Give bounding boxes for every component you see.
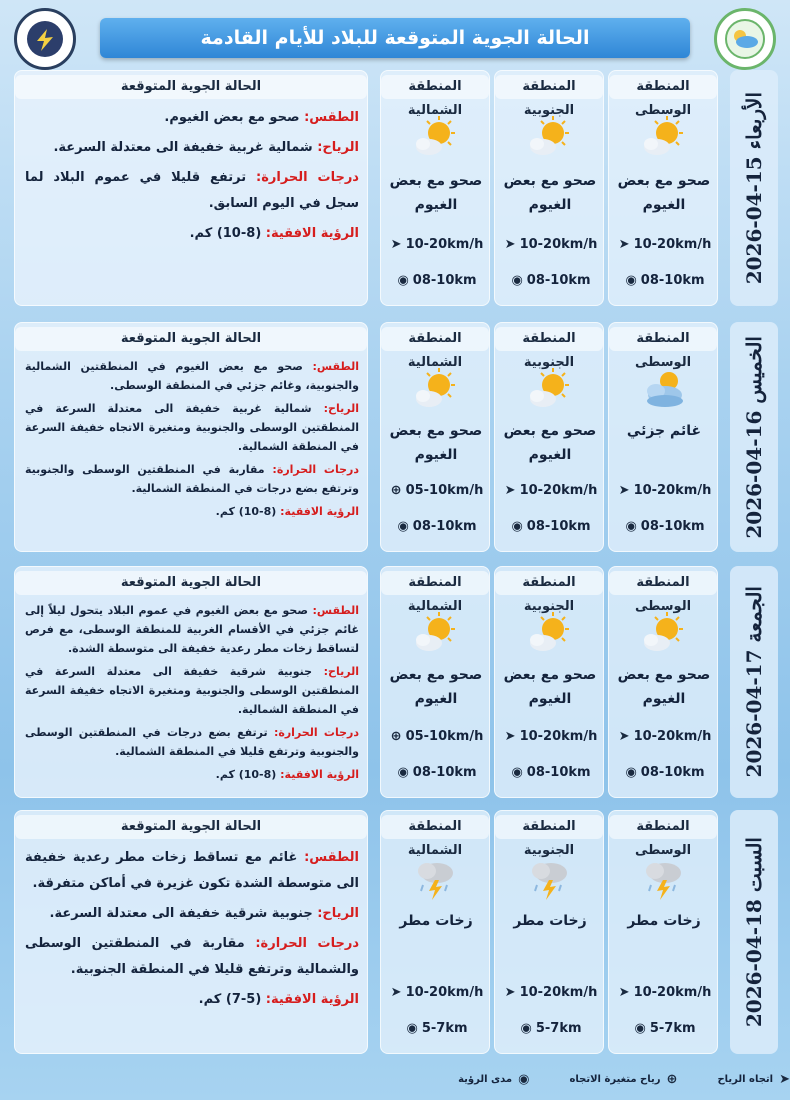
region-name: المنطقة الوسطى (609, 571, 717, 595)
eye-icon: ◉ (625, 272, 637, 288)
visibility-text: (5-7) كم. (198, 992, 262, 1007)
weather-text: غائم مع تساقط زخات مطر رعدية خفيفة الى متوسطة الشدة تكون غزيرة في أماكن متفرقة. (25, 850, 359, 891)
region-card-central (608, 322, 718, 552)
weather-text: صحو مع بعض الغيوم في عموم البلاد يتحول ليلاً إلى غائم جزئي في الأقسام الغربية للمنطقة الوسطى، مع فرص لتساقط زخات مطر رعدية خفيفة الى متوسطة الشدة. (25, 604, 359, 655)
visibility-label: الرؤية الافقية: (280, 768, 359, 781)
winds-text: شمالية غربية خفيفة الى معتدلة السرعة في المنطقتين الوسطى والجنوبية ومتغيرة الاتجاه خفيفة السرعة في المنطقة الشمالية. (25, 402, 359, 453)
visibility (385, 515, 489, 537)
sun-cloud-icon (411, 609, 461, 659)
region-name: المنطقة الجنوبية (495, 75, 603, 99)
page-title: الحالة الجوية المتوقعة للبلاد للأيام القادمة (200, 27, 590, 49)
wind-direction-icon: ➤ (504, 236, 516, 252)
region-card-southern (494, 810, 604, 1054)
region-name: المنطقة الوسطى (609, 75, 717, 99)
wind-value: 10-20km/h (633, 236, 712, 252)
winds-line (25, 901, 359, 927)
sun-cloud-icon (411, 113, 461, 163)
condition-text: زخات مطر (627, 913, 701, 929)
wind-value: 10-20km/h (519, 728, 598, 744)
region-card-southern (494, 70, 604, 306)
temps-line (25, 931, 359, 983)
condition-text: صحو مع بعض الغيوم (503, 667, 597, 707)
visibility (613, 269, 717, 291)
wind-speed (613, 479, 717, 501)
thunderstorm-icon (639, 853, 689, 903)
day-block (0, 566, 790, 798)
visibility-value: 08-10km (412, 518, 477, 534)
sun-cloud-icon (525, 365, 575, 415)
variable-wind-icon: ⊕ (390, 482, 402, 498)
partly-cloudy-icon (639, 365, 689, 415)
region-card-northern (380, 70, 490, 306)
wind-direction-icon: ➤ (504, 728, 516, 744)
wind-value: 10-20km/h (633, 728, 712, 744)
temps-line (25, 460, 359, 498)
temps-text: ترتفع بضع درجات في المنطقتين الوسطى والجنوبية وترتفع قليلا في المنطقة الشمالية. (25, 726, 359, 758)
wind-direction-icon: ➤ (779, 1071, 790, 1087)
eye-icon: ◉ (511, 518, 523, 534)
thunderstorm-icon (411, 853, 461, 903)
condition-text: صحو مع بعض الغيوم (617, 667, 711, 707)
wind-direction-icon: ➤ (390, 236, 402, 252)
condition-text: صحو مع بعض الغيوم (503, 423, 597, 463)
legend-visibility-label: مدى الرؤية (458, 1073, 513, 1085)
visibility-label: الرؤية الافقية: (265, 226, 359, 241)
description-heading: الحالة الجوية المتوقعة (15, 571, 367, 595)
visibility-line (25, 221, 359, 247)
weather-line (25, 845, 359, 897)
day-date: السبت 18-04-2026 (742, 836, 766, 1028)
region-name: المنطقة الشمالية (381, 815, 489, 839)
day-date: الخميس 16-04-2026 (742, 335, 766, 539)
date-strip (730, 810, 778, 1054)
weather-label: الطقس: (304, 850, 359, 865)
variable-wind-icon: ⊕ (666, 1071, 678, 1087)
visibility (613, 761, 717, 783)
day-date: الجمعة 17-04-2026 (742, 586, 766, 778)
weather-line (25, 601, 359, 658)
legend-wind-dir-label: اتجاه الرياح (717, 1073, 774, 1085)
region-name: المنطقة الجنوبية (495, 327, 603, 351)
temps-label: درجات الحرارة: (256, 170, 359, 185)
visibility-line (25, 765, 359, 784)
description-body (25, 845, 359, 1017)
region-card-northern (380, 566, 490, 798)
sun-cloud-icon (525, 113, 575, 163)
description-heading: الحالة الجوية المتوقعة (15, 327, 367, 351)
description-body (25, 105, 359, 251)
eye-icon: ◉ (625, 518, 637, 534)
wind-value: 10-20km/h (405, 984, 484, 1000)
eye-icon: ◉ (511, 764, 523, 780)
legend-variable (569, 1072, 677, 1087)
visibility (613, 1017, 717, 1039)
forecast-description (14, 70, 368, 306)
temps-text: ترتفع قليلا في عموم البلاد لما سجل في اليوم السابق. (25, 170, 359, 211)
region-name: المنطقة الوسطى (609, 815, 717, 839)
wind-speed (499, 233, 603, 255)
winds-line (25, 662, 359, 719)
wind-speed (613, 981, 717, 1003)
legend-wind-dir (717, 1072, 790, 1087)
description-body (25, 601, 359, 788)
wind-speed (499, 981, 603, 1003)
temps-text: مقاربة في المنطقتين الوسطى والجنوبية وترتفع بضع درجات في المنطقة الشمالية. (25, 463, 359, 495)
visibility-value: 08-10km (526, 764, 591, 780)
wind-speed (385, 725, 489, 747)
wind-direction-icon: ➤ (504, 482, 516, 498)
legend (0, 1064, 790, 1094)
legend-variable-label: رياح متغيرة الاتجاه (569, 1073, 661, 1085)
region-name: المنطقة الشمالية (381, 571, 489, 595)
region-card-northern (380, 810, 490, 1054)
sun-cloud-icon (639, 113, 689, 163)
visibility-text: (8-10) كم. (189, 226, 262, 241)
temps-line (25, 723, 359, 761)
title-bar (100, 18, 690, 58)
eye-icon: ◉ (406, 1020, 418, 1036)
winds-line (25, 399, 359, 456)
forecast-description (14, 566, 368, 798)
weather-label: الطقس: (304, 110, 359, 125)
day-block (0, 322, 790, 552)
visibility-label: الرؤية الافقية: (265, 992, 359, 1007)
condition-text: صحو مع بعض الغيوم (617, 173, 711, 213)
sun-cloud-icon (639, 609, 689, 659)
wind-direction-icon: ➤ (390, 984, 402, 1000)
condition-text: صحو مع بعض الغيوم (389, 667, 483, 707)
condition-text: زخات مطر (513, 913, 587, 929)
winds-text: جنوبية شرقية خفيفة الى معتدلة السرعة. (49, 906, 313, 921)
visibility-line (25, 987, 359, 1013)
visibility (385, 269, 489, 291)
winds-label: الرياح: (317, 906, 359, 921)
visibility-value: 08-10km (640, 272, 705, 288)
eye-icon: ◉ (397, 764, 409, 780)
visibility-value: 08-10km (526, 272, 591, 288)
weather-label: الطقس: (312, 604, 359, 617)
condition-text: صحو مع بعض الغيوم (503, 173, 597, 213)
region-card-southern (494, 322, 604, 552)
legend-visibility (458, 1072, 529, 1087)
temps-text: مقاربة في المنطقتين الوسطى والشمالية وترتفع قليلا في المنطقة الجنوبية. (25, 936, 359, 977)
weather-text: صحو مع بعض الغيوم. (164, 110, 300, 125)
day-date: الأربعاء 15-04-2026 (742, 91, 766, 285)
visibility-line (25, 502, 359, 521)
weather-label: الطقس: (312, 360, 359, 373)
visibility-value: 08-10km (412, 272, 477, 288)
meteorology-logo-icon (723, 17, 767, 61)
winds-label: الرياح: (317, 140, 359, 155)
wind-speed (613, 725, 717, 747)
region-card-central (608, 566, 718, 798)
day-block (0, 810, 790, 1054)
region-card-southern (494, 566, 604, 798)
wind-value: 10-20km/h (405, 236, 484, 252)
condition-text: زخات مطر (399, 913, 473, 929)
eye-icon: ◉ (397, 518, 409, 534)
winds-line (25, 135, 359, 161)
visibility-text: (8-10) كم. (215, 505, 277, 518)
temps-label: درجات الحرارة: (272, 463, 359, 476)
wind-value: 10-20km/h (633, 984, 712, 1000)
visibility (385, 761, 489, 783)
thunderstorm-icon (525, 853, 575, 903)
description-heading: الحالة الجوية المتوقعة (15, 815, 367, 839)
weather-line (25, 105, 359, 131)
region-card-central (608, 70, 718, 306)
visibility-value: 08-10km (412, 764, 477, 780)
date-strip (730, 566, 778, 798)
visibility (499, 1017, 603, 1039)
visibility-text: (8-10) كم. (215, 768, 277, 781)
winds-label: الرياح: (323, 402, 359, 415)
weather-line (25, 357, 359, 395)
visibility (499, 269, 603, 291)
forecast-description (14, 322, 368, 552)
visibility-value: 5-7km (649, 1020, 696, 1036)
eye-icon: ◉ (520, 1020, 532, 1036)
eye-icon: ◉ (397, 272, 409, 288)
visibility-label: الرؤية الافقية: (280, 505, 359, 518)
left-logo (14, 8, 76, 70)
visibility-value: 08-10km (640, 518, 705, 534)
region-name: المنطقة الشمالية (381, 75, 489, 99)
wind-speed (613, 233, 717, 255)
eye-icon: ◉ (625, 764, 637, 780)
date-strip (730, 70, 778, 306)
header (0, 0, 790, 75)
variable-wind-icon: ⊕ (390, 728, 402, 744)
description-heading: الحالة الجوية المتوقعة (15, 75, 367, 99)
winds-text: جنوبية شرقية خفيفة الى معتدلة السرعة في المنطقتين الوسطى والجنوبية ومتغيرة الاتجاه خفيفة السرعة في المنطقة الشمالية. (25, 665, 359, 716)
condition-text: غائم جزئي (626, 423, 702, 439)
region-card-northern (380, 322, 490, 552)
winds-label: الرياح: (323, 665, 359, 678)
visibility-value: 08-10km (640, 764, 705, 780)
forecast-description (14, 810, 368, 1054)
wind-value: 10-20km/h (519, 984, 598, 1000)
wind-direction-icon: ➤ (618, 984, 630, 1000)
sun-cloud-icon (525, 609, 575, 659)
visibility (385, 1017, 489, 1039)
condition-text: صحو مع بعض الغيوم (389, 423, 483, 463)
wind-value: 05-10km/h (405, 728, 484, 744)
wind-speed (499, 479, 603, 501)
region-name: المنطقة الجنوبية (495, 815, 603, 839)
visibility-value: 08-10km (526, 518, 591, 534)
region-name: المنطقة الشمالية (381, 327, 489, 351)
wind-direction-icon: ➤ (504, 984, 516, 1000)
visibility-value: 5-7km (421, 1020, 468, 1036)
temps-label: درجات الحرارة: (255, 936, 360, 951)
region-name: المنطقة الجنوبية (495, 571, 603, 595)
wind-value: 10-20km/h (519, 482, 598, 498)
condition-text: صحو مع بعض الغيوم (389, 173, 483, 213)
visibility-value: 5-7km (535, 1020, 582, 1036)
description-body (25, 357, 359, 525)
visibility (499, 515, 603, 537)
date-strip (730, 322, 778, 552)
storm-logo-icon (25, 19, 65, 59)
temps-line (25, 165, 359, 217)
visibility (499, 761, 603, 783)
region-name: المنطقة الوسطى (609, 327, 717, 351)
wind-value: 05-10km/h (405, 482, 484, 498)
eye-icon: ◉ (634, 1020, 646, 1036)
right-logo (714, 8, 776, 70)
wind-speed (385, 233, 489, 255)
temps-label: درجات الحرارة: (273, 726, 359, 739)
sun-cloud-icon (411, 365, 461, 415)
winds-text: شمالية غربية خفيفة الى معتدلة السرعة. (53, 140, 313, 155)
wind-speed (385, 479, 489, 501)
region-card-central (608, 810, 718, 1054)
visibility (613, 515, 717, 537)
weather-text: صحو مع بعض الغيوم في المنطقتين الشمالية والجنوبية، وغائم جزئي في المنطقة الوسطى. (25, 360, 359, 392)
day-block (0, 70, 790, 306)
wind-speed (499, 725, 603, 747)
wind-value: 10-20km/h (633, 482, 712, 498)
wind-direction-icon: ➤ (618, 482, 630, 498)
wind-direction-icon: ➤ (618, 236, 630, 252)
eye-icon: ◉ (518, 1071, 530, 1087)
wind-value: 10-20km/h (519, 236, 598, 252)
wind-speed (385, 981, 489, 1003)
wind-direction-icon: ➤ (618, 728, 630, 744)
eye-icon: ◉ (511, 272, 523, 288)
